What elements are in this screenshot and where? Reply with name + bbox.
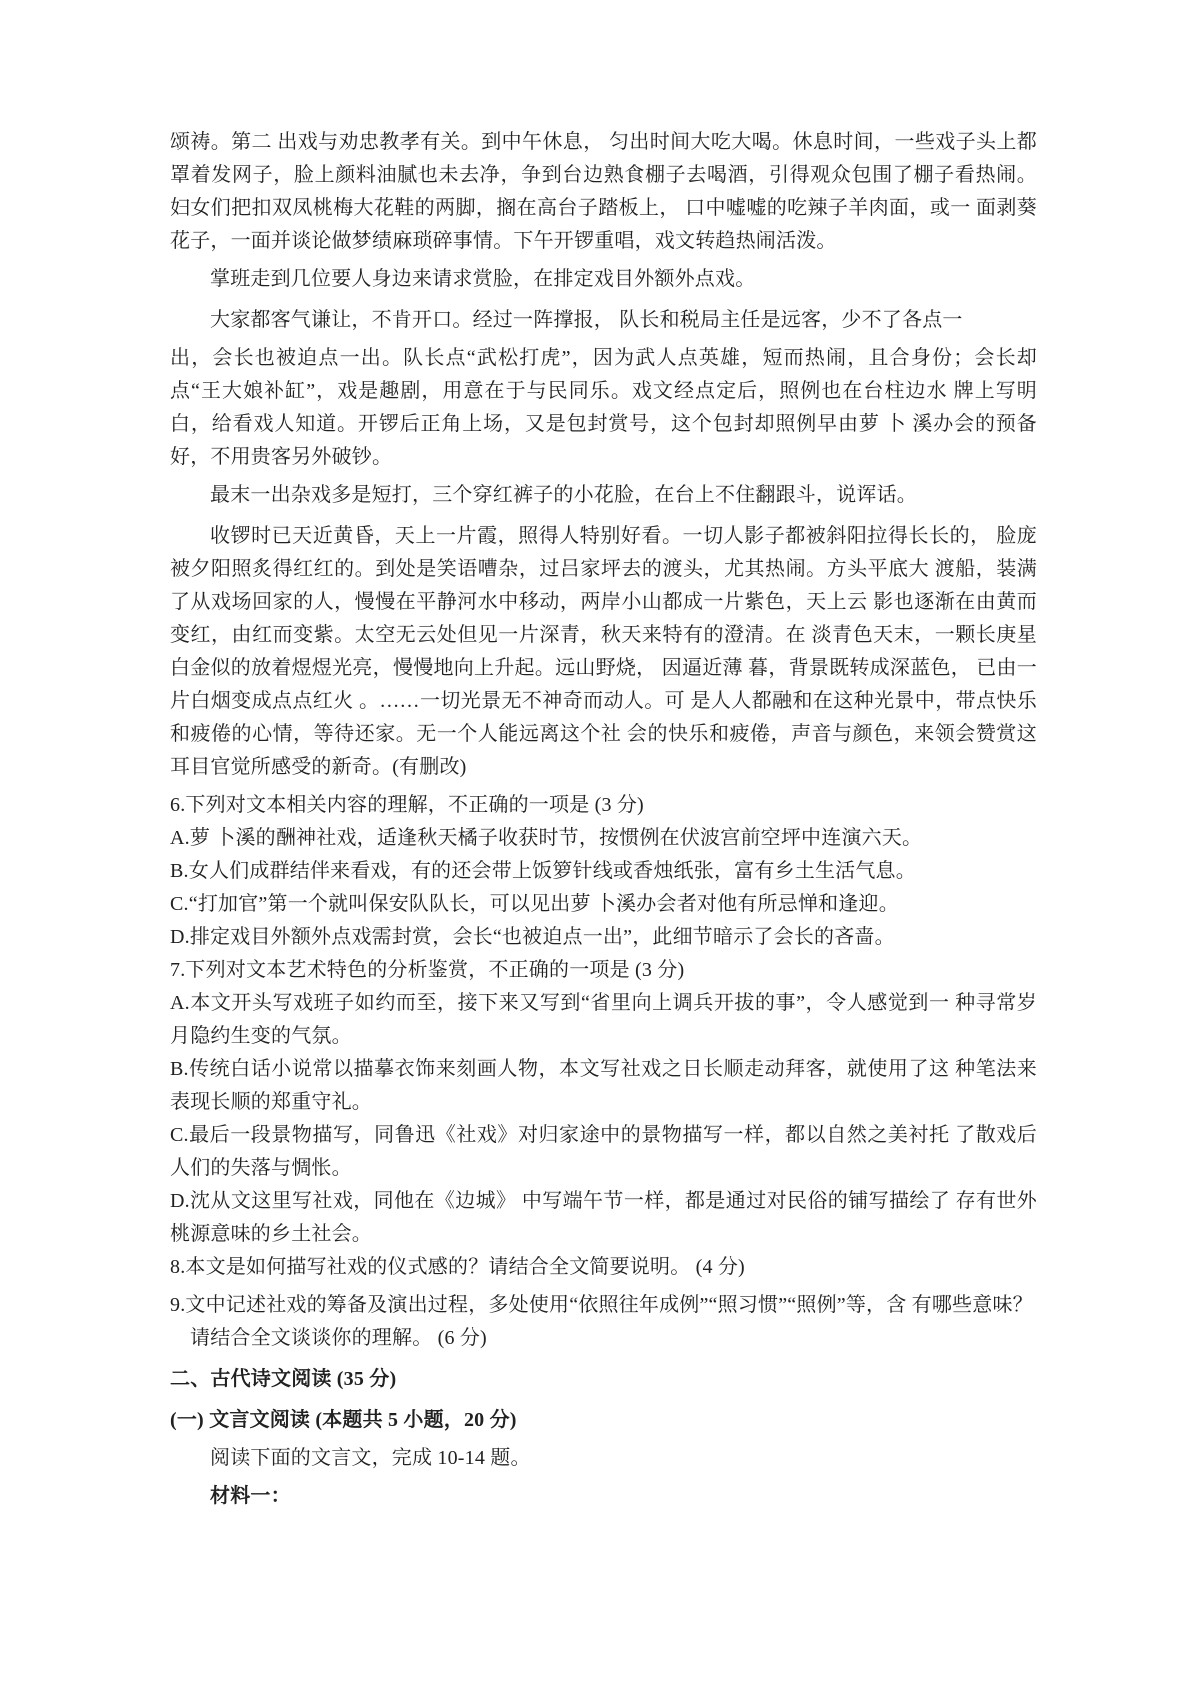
passage-paragraph-2: 掌班走到几位要人身边来请求赏脸，在排定戏目外额外点戏。 (210, 268, 756, 290)
passage-paragraph-4: 出，会长也被迫点一出。队长点“武松打虎”，因为武人点英雄，短而热闹，且合身份；会长却点“王大娘补缸”，戏是趣剧，用意在于与民同乐。戏文经点定后，照例也在台柱边水 牌上写明白，给看戏人知道。开锣后正角上场，又是包封赏号，这个包封却照例早由萝 卜 溪办会的预备好，不用贵客另外破钞。 (170, 347, 1037, 468)
passage-paragraph-6: 收锣时已天近黄昏，天上一片霞，照得人特别好看。一切人影子都被斜阳拉得长长的， 脸庞被夕阳照炙得红红的。到处是笑语嘈杂，过吕家坪去的渡头，尤其热闹。方头平底大 渡船，装满了从戏场回家的人，慢慢在平静河水中移动，两岸小山都成一片紫色，天上云 影也逐渐在由黄而变红，由红而变紫。太空无云处但见一片深青，秋天来特有的澄清。在 淡青色天末，一颗长庚星白金似的放着煜煜光亮，慢慢地向上升起。远山野烧， 因逼近薄 暮，背景既转成深蓝色， 已由一片白烟变成点点红火 。……一切光景无不神奇而动人。可 是人人都融和在这种光景中，带点快乐和疲倦的心情，等待还家。无一个人能远离这个社 会的快乐和疲倦，声音与颜色，来领会赞赏这耳目官觉所感受的新奇。(有删改) (170, 525, 1037, 778)
section-2-heading: 二、古代诗文阅读 (35 分) (170, 1368, 397, 1390)
passage-paragraph-3: 大家都客气谦让，不肯开口。经过一阵撑报， 队长和税局主任是远客，少不了各点一 (210, 309, 963, 331)
question-6-option-c: C.“打加官”第一个就叫保安队队长，可以见出萝 卜溪办会者对他有所忌惮和逢迎。 (170, 893, 899, 915)
question-6-option-a: A.萝 卜溪的酬神社戏，适逢秋天橘子收获时节，按惯例在伏波宫前空坪中连演六天。 (170, 827, 923, 849)
question-9-stem-line-1: 9.文中记述社戏的筹备及演出过程，多处使用“依照往年成例”“照习惯”“照例”等，含 有哪些意味？ (170, 1294, 1033, 1316)
passage-paragraph-5: 最末一出杂戏多是短打，三个穿红裤子的小花脸，在台上不住翻跟斗，说诨话。 (210, 484, 917, 506)
question-7-option-d: D.沈从文这里写社戏，同他在《边城》 中写端午节一样，都是通过对民俗的铺写描绘了 存有世外桃源意味的乡土社会。 (170, 1190, 1037, 1245)
reading-instruction: 阅读下面的文言文，完成 10-14 题。 (210, 1447, 531, 1469)
question-7-option-c: C.最后一段景物描写，同鲁迅《社戏》对归家途中的景物描写一样，都以自然之美衬托 了散戏后人们的失落与惆怅。 (170, 1124, 1037, 1179)
question-8-stem: 8.本文是如何描写社戏的仪式感的？请结合全文简要说明。 (4 分) (170, 1256, 745, 1278)
question-9-stem-line-2: 请结合全文谈谈你的理解。 (6 分) (190, 1327, 487, 1349)
material-1-label: 材料一： (210, 1485, 291, 1507)
question-7-option-b: B.传统白话小说常以描摹衣饰来刻画人物，本文写社戏之日长顺走动拜客，就使用了这 种笔法来表现长顺的郑重守礼。 (170, 1058, 1037, 1113)
question-6-stem: 6.下列对文本相关内容的理解，不正确的一项是 (3 分) (170, 794, 644, 816)
question-7-stem: 7.下列对文本艺术特色的分析鉴赏，不正确的一项是 (3 分) (170, 959, 685, 981)
passage-paragraph-1: 颂祷。第二 出戏与劝忠教孝有关。到中午休息， 匀出时间大吃大喝。休息时间，一些戏子头上都罩着发网子，脸上颜料油腻也未去净，争到台边熟食棚子去喝酒，引得观众包围了棚子看热闹。 妇女们把扣双凤桃梅大花鞋的两脚，搁在高台子踏板上， 口中嘘嘘的吃辣子羊肉面，或一 面剥葵花子，一面并谈论做梦绩麻琐碎事情。下午开锣重唱，戏文转趋热闹活泼。 (170, 131, 1037, 252)
question-6-option-d: D.排定戏目外额外点戏需封赏，会长“也被迫点一出”，此细节暗示了会长的吝啬。 (170, 926, 895, 948)
section-2-subheading: (一) 文言文阅读 (本题共 5 小题，20 分) (170, 1409, 517, 1431)
question-7-option-a: A.本文开头写戏班子如约而至，接下来又写到“省里向上调兵开拔的事”，令人感觉到一 种寻常岁月隐约生变的气氛。 (170, 992, 1037, 1047)
question-6-option-b: B.女人们成群结伴来看戏，有的还会带上饭箩针线或香烛纸张，富有乡土生活气息。 (170, 860, 916, 882)
